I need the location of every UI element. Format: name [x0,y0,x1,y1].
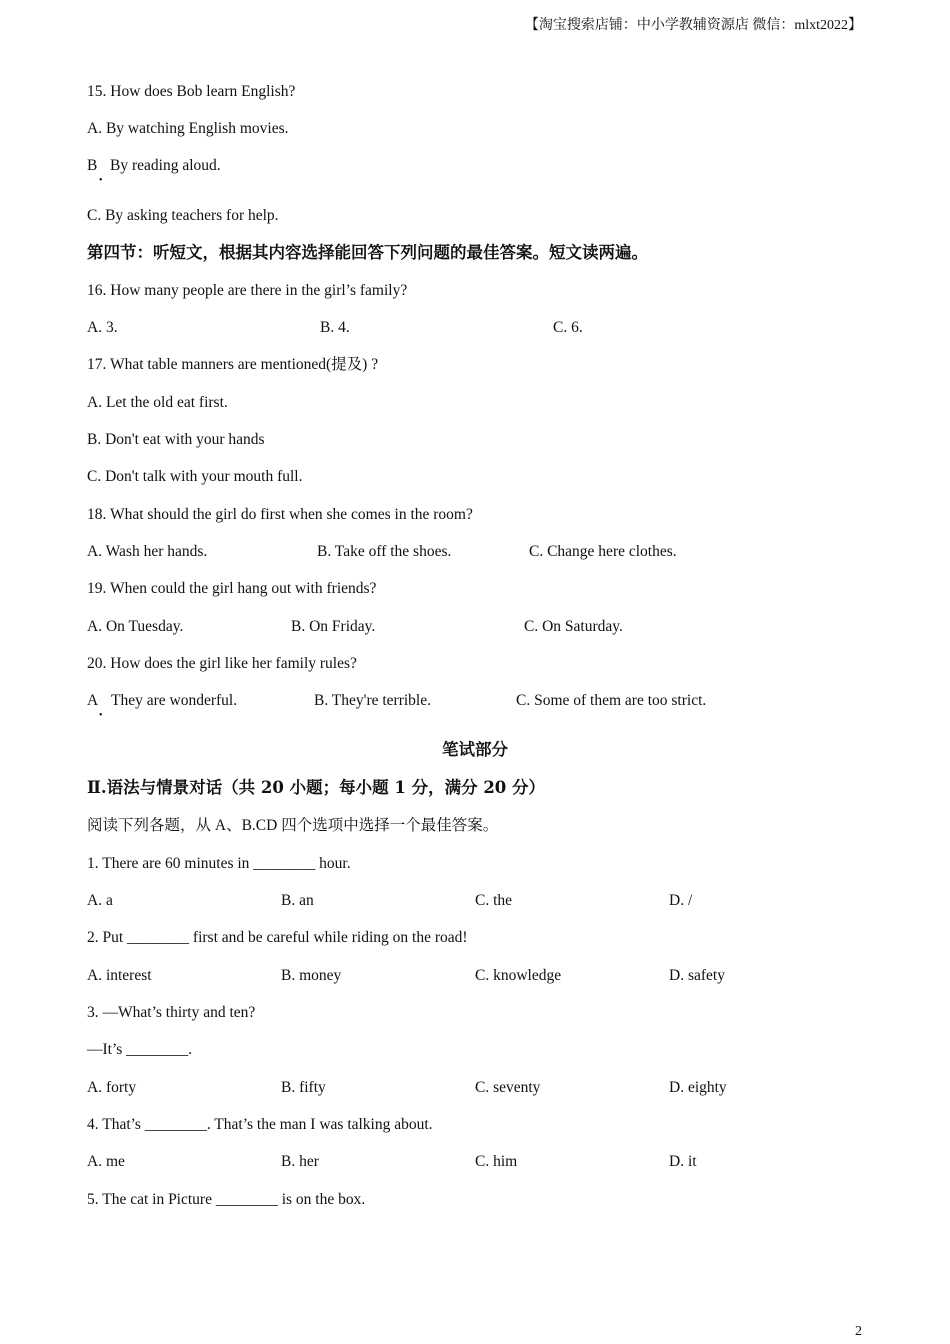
dot-mark: • [99,175,103,186]
w2-option-b: B. money [281,967,342,984]
page-header: 【淘宝搜索店铺：中小学教辅资源店 微信：mlxt2022】 [524,18,862,33]
q20-option-c: C. Some of them are too strict. [516,692,707,709]
q15-stem: 15. How does Bob learn English? [87,83,296,100]
w2-option-d: D. safety [669,967,725,984]
q19-option-c: C. On Saturday. [524,618,623,635]
w3-stem: 3. —What’s thirty and ten? [87,1004,256,1021]
q17-stem: 17. What table manners are mentioned(提及) ? [87,356,379,373]
page-number: 2 [855,1324,862,1339]
w1-option-d: D. / [669,892,693,909]
q17-option-a: A. Let the old eat first. [87,394,228,411]
w1-option-b: B. an [281,892,314,909]
w1-option-a: A. a [87,892,113,909]
q17-option-b: B. Don't eat with your hands [87,431,265,448]
w3-option-b: B. fifty [281,1079,326,1096]
instruction: 阅读下列各题，从 A、B.CD 四个选项中选择一个最佳答案。 [87,817,499,834]
written-part-title: 笔试部分 [442,740,508,759]
w2-option-a: A. interest [87,967,152,984]
w3-option-d: D. eighty [669,1079,727,1096]
q16-option-a: A. 3. [87,319,118,336]
q18-option-c: C. Change here clothes. [529,543,677,560]
w1-option-c: C. the [475,892,513,909]
q20-option-a-letter: A [87,692,99,709]
section2-title: Ⅱ.语法与情景对话（共 20 小题；每小题 1 分，满分 20 分） [87,778,546,797]
q20-option-a: They are wonderful. [111,692,238,709]
q18-option-a: A. Wash her hands. [87,543,208,560]
w3-reply: —It’s ________. [87,1041,193,1058]
q15-option-b: By reading aloud. [110,157,221,174]
q16-stem: 16. How many people are there in the girl’s family? [87,282,408,299]
w4-option-d: D. it [669,1153,697,1170]
w5-stem: 5. The cat in Picture ________ is on the box. [87,1191,366,1208]
q16-option-b: B. 4. [320,319,350,336]
w4-option-a: A. me [87,1153,125,1170]
section4-title: 第四节：听短文，根据其内容选择能回答下列问题的最佳答案。短文读两遍。 [87,243,648,262]
w1-stem: 1. There are 60 minutes in ________ hour. [87,855,351,872]
w4-option-b: B. her [281,1153,319,1170]
q19-stem: 19. When could the girl hang out with friends? [87,580,377,597]
q19-option-a: A. On Tuesday. [87,618,184,635]
q16-option-c: C. 6. [553,319,583,336]
q18-stem: 18. What should the girl do first when she comes in the room? [87,506,473,523]
q15-option-c: C. By asking teachers for help. [87,207,279,224]
q18-option-b: B. Take off the shoes. [317,543,452,560]
q15-option-a: A. By watching English movies. [87,120,289,137]
w3-option-a: A. forty [87,1079,137,1096]
q17-option-c: C. Don't talk with your mouth full. [87,468,303,485]
q15-option-b-letter: B [87,157,98,174]
w4-stem: 4. That’s ________. That’s the man I was talking about. [87,1116,433,1133]
q19-option-b: B. On Friday. [291,618,376,635]
w4-option-c: C. him [475,1153,518,1170]
q20-option-b: B. They're terrible. [314,692,431,709]
q20-stem: 20. How does the girl like her family rules? [87,655,357,672]
w2-stem: 2. Put ________ first and be careful while riding on the road! [87,929,468,946]
w2-option-c: C. knowledge [475,967,562,984]
w3-option-c: C. seventy [475,1079,541,1096]
dot-mark: • [99,710,103,721]
